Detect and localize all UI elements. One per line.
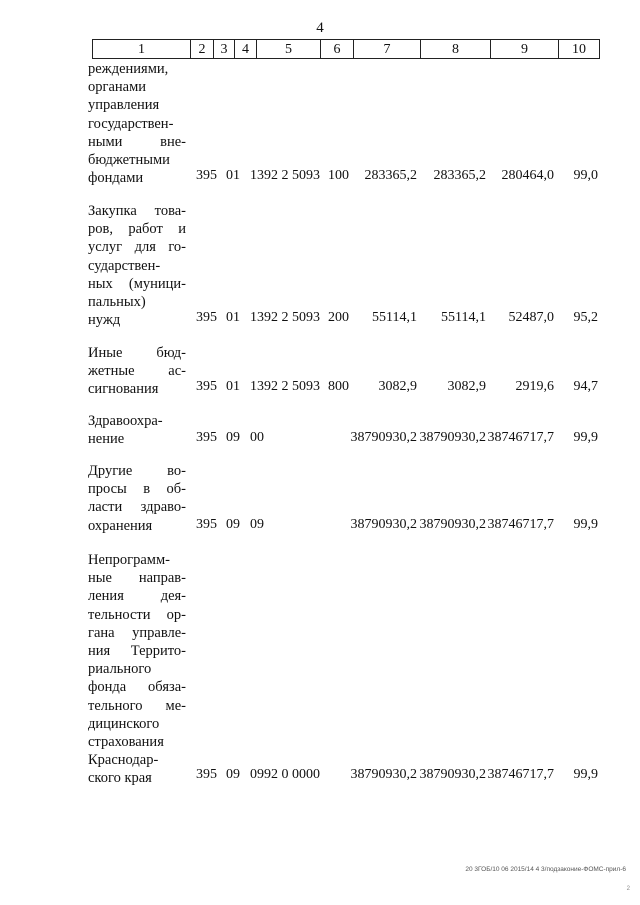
row-5-col-3: 09 [226, 517, 240, 532]
row-4-line: нение [88, 431, 125, 448]
row-6-col-7: 38790930,2 [350, 767, 417, 782]
row-3-line: жетные ас- [88, 363, 186, 380]
row-2-line: Закупка това- [88, 203, 186, 219]
row-2-col-10: 95,2 [573, 310, 598, 325]
row-5-col-7: 38790930,2 [350, 517, 417, 532]
row-5-description [88, 462, 186, 535]
row-5-col-10: 99,9 [573, 517, 598, 532]
row-3-col-4-5: 1392 2 5093 [250, 379, 320, 394]
row-1-line: управления [88, 97, 160, 114]
row-6-col-3: 09 [226, 767, 240, 782]
table-header-row [92, 39, 600, 59]
row-6-line: ния Террито- [88, 643, 186, 660]
row-3-line: сигнования [88, 381, 159, 398]
row-1-col-9: 280464,0 [501, 168, 554, 183]
header-col-1: 1 [93, 40, 191, 58]
row-4-col-3: 09 [226, 430, 240, 445]
row-4-col-9: 38746717,7 [487, 430, 554, 445]
row-6-line: страхования [88, 734, 164, 751]
row-3-description [88, 344, 186, 399]
row-6-line: ления дея- [88, 588, 186, 605]
row-6-line: ского края [88, 770, 152, 787]
row-6-description [88, 551, 186, 788]
row-6-col-8: 38790930,2 [419, 767, 486, 782]
row-1-line: ными вне- [88, 133, 186, 150]
row-3-col-6: 800 [328, 379, 349, 394]
header-col-3: 3 [214, 40, 235, 58]
row-2-col-2: 395 [196, 310, 217, 325]
row-1-line: реждениями, [88, 61, 169, 77]
header-col-10: 10 [572, 42, 586, 57]
header-col-5: 5 [257, 40, 321, 58]
row-3-col-3: 01 [226, 379, 240, 394]
row-4-col-7: 38790930,2 [350, 430, 417, 445]
row-4-col-10: 99,9 [573, 430, 598, 445]
row-6-line: тельности ор- [88, 606, 186, 623]
row-2-col-4-5: 1392 2 5093 [250, 310, 320, 325]
row-6-line: Краснодар- [88, 752, 159, 769]
row-5-col-8: 38790930,2 [419, 517, 486, 532]
row-2-description [88, 202, 186, 329]
row-3-col-9: 2919,6 [515, 379, 554, 394]
row-3-col-2: 395 [196, 379, 217, 394]
row-2-line: пальных) [88, 294, 146, 311]
row-2-line: услуг для го- [88, 239, 186, 256]
row-2-col-3: 01 [226, 310, 240, 325]
row-1-line: фондами [88, 170, 144, 187]
row-6-col-4-5: 0992 0 0000 [250, 767, 320, 782]
row-5-col-9: 38746717,7 [487, 517, 554, 532]
row-1-col-4-5: 1392 2 5093 [250, 168, 320, 183]
row-4-description [88, 412, 186, 448]
row-5-col-2: 395 [196, 517, 217, 532]
row-6-line: фонда обяза- [88, 679, 186, 696]
header-col-4: 4 [235, 40, 257, 58]
header-col-8: 8 [421, 40, 491, 58]
row-3-col-7: 3082,9 [378, 379, 417, 394]
row-3-col-10: 94,7 [573, 379, 598, 394]
row-5-line: охранения [88, 517, 153, 534]
row-5-line: просы в об- [88, 481, 186, 498]
row-2-line: сударствен- [88, 257, 161, 274]
row-1-col-10: 99,0 [573, 168, 598, 183]
row-2-col-9: 52487,0 [508, 310, 554, 325]
row-5-line: Другие во- [88, 463, 186, 479]
row-1-line: государствен- [88, 115, 174, 132]
row-3-line: Иные бюд- [88, 345, 186, 361]
row-1-col-2: 395 [196, 168, 217, 183]
row-2-line: нужд [88, 312, 121, 329]
row-6-col-2: 395 [196, 767, 217, 782]
row-1-col-6: 100 [328, 168, 349, 183]
row-4-col-8: 38790930,2 [419, 430, 486, 445]
row-5-line: ласти здраво- [88, 499, 186, 516]
row-3-col-8: 3082,9 [447, 379, 486, 394]
header-col-6: 6 [321, 40, 354, 58]
row-2-line: ных (муници- [88, 275, 186, 292]
footer-stamp: 20 3ГОБ/10 06 2015/14 4 3/подзаконие-ФОМС-прил-6 [465, 866, 626, 873]
page-number: 4 [316, 20, 324, 36]
row-5-col-4-5: 09 [250, 517, 264, 532]
header-col-2: 2 [191, 40, 214, 58]
row-6-col-9: 38746717,7 [487, 767, 554, 782]
row-1-line: бюджетными [88, 152, 170, 169]
row-6-line: гана управле- [88, 624, 186, 641]
row-1-col-8: 283365,2 [433, 168, 486, 183]
header-col-7: 7 [354, 40, 421, 58]
row-4-line: Здравоохра- [88, 413, 163, 429]
row-6-line: Непрограмм- [88, 552, 170, 568]
header-col-9: 9 [491, 40, 559, 58]
row-6-col-10: 99,9 [573, 767, 598, 782]
row-1-col-7: 283365,2 [364, 168, 417, 183]
row-6-line: риального [88, 661, 152, 678]
row-4-col-4-5: 00 [250, 430, 264, 445]
corner-mark: 2 [626, 886, 630, 892]
row-1-description [88, 60, 186, 187]
row-6-line: тельного ме- [88, 697, 186, 714]
row-2-line: ров, работ и [88, 221, 186, 238]
row-4-col-2: 395 [196, 430, 217, 445]
row-1-line: органами [88, 79, 147, 96]
row-6-line: ные направ- [88, 570, 186, 587]
row-2-col-7: 55114,1 [372, 310, 417, 325]
row-2-col-8: 55114,1 [441, 310, 486, 325]
row-2-col-6: 200 [328, 310, 349, 325]
row-1-col-3: 01 [226, 168, 240, 183]
row-6-line: дицинского [88, 715, 160, 732]
